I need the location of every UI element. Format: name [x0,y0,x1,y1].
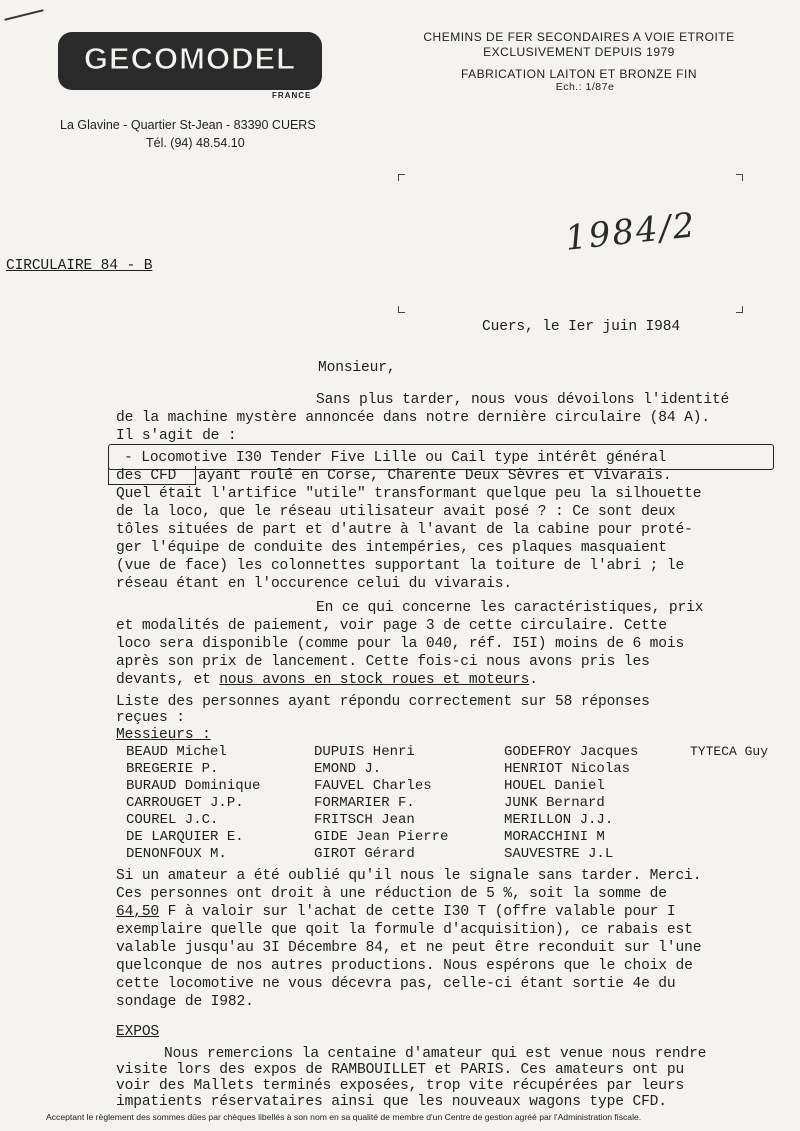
list-intro-line1: Liste des personnes ayant répondu correctement sur 58 réponses [116,694,650,710]
list-item: GIDE Jean Pierre [314,829,449,845]
list-item: DUPUIS Henri [314,744,415,760]
list-item: JUNK Bernard [504,795,605,811]
list-item: MERILLON J.J. [504,812,614,828]
list-item: FAUVEL Charles [314,778,432,794]
list-item: BURAUD Dominique [126,778,261,794]
expos-line2: visite lors des expos de RAMBOUILLET et PARIS. Ces amateurs ont pu [116,1062,685,1078]
company-logo [58,32,322,90]
para2-line6: ger l'équipe de conduite des intempéries, ces plaques masquaient [116,540,667,556]
list-item: MORACCHINI M [504,829,605,845]
para2-line7: (vue de face) les colonnettes supportant la toiture de l'abri ; le [116,558,685,574]
para2-line8: réseau étant en l'occurence celui du vivarais. [116,576,512,592]
list-item: CARROUGET J.P. [126,795,244,811]
list-item: DE LARQUIER E. [126,829,244,845]
para3-line4: après son prix de lancement. Cette fois-ci nous avons pris les [116,654,650,670]
list-item: BEAUD Michel [126,744,227,760]
tagline-4: Ech.: 1/87e [555,81,615,93]
para4-line7: cette locomotive ne vous décevra pas, celle-ci étant sortie 4e du [116,976,676,992]
pen-mark [4,9,43,21]
list-item: BREGERIE P. [126,761,219,777]
list-item: COUREL J.C. [126,812,219,828]
footer-note: Acceptant le règlement des sommes dûes par chèques libellés à son nom en sa qualité de membre d'un Centre de gestion agréé par l'Administration fiscale. [46,1112,642,1122]
para1-line2: de la machine mystère annoncée dans notre dernière circulaire (84 A). [116,410,710,426]
date-line: Cuers, le Ier juin I984 [482,319,680,335]
list-heading: Messieurs : [116,727,211,743]
para1-line3: Il s'agit de : [116,428,237,444]
para3-line1: En ce qui concerne les caractéristiques, prix [316,600,704,616]
list-intro-line2: reçues : [116,710,185,726]
tagline-2: EXCLUSIVEMENT DEPUIS 1979 [483,45,675,59]
window-corner-br [736,306,743,313]
list-item: SAUVESTRE J.L [504,846,614,862]
expos-line1: Nous remercions la centaine d'amateur qui est venue nous rendre [164,1046,707,1062]
salutation: Monsieur, [318,360,396,376]
para2-line2b: ayant roulé en Corse, Charente Deux Sèvres et Vivarais. [198,468,672,484]
para3-line3: loco sera disponible (comme pour la 040, réf. I5I) moins de 6 mois [116,636,685,652]
para3-stock-note: nous avons en stock roues et moteurs [219,672,530,688]
para2-line2a: des CFD [116,468,177,484]
para4-line1: Si un amateur a été oublié qu'il nous le signale sans tarder. Merci. [116,868,702,884]
company-phone: Tél. (94) 48.54.10 [146,136,245,150]
para2-line5: tôles situées de part et d'autre à l'avant de la cabine pour proté- [116,522,693,538]
para2-line1: - Locomotive I30 Tender Five Lille ou Cail type intérêt général [124,450,667,466]
list-item: HENRIOT Nicolas [504,761,631,777]
para4-line8: sondage de I982. [116,994,254,1010]
list-item: FRITSCH Jean [314,812,415,828]
para1-line1: Sans plus tarder, nous vous dévoilons l'identité [316,392,730,408]
para2-line3: Quel était l'artifice "utile" transformant quelque peu la silhouette [116,486,702,502]
para3-line5c: . [529,672,538,688]
company-address: La Glavine - Quartier St-Jean - 83390 CUERS [60,118,316,132]
para3-line5a: devants, et [116,672,220,688]
para2-line4: de la loco, que le réseau utilisateur avait posé ? : Ce sont deux [116,504,676,520]
list-item: HOUEL Daniel [504,778,605,794]
para4-line3b: F à valoir sur l'achat de cette I30 T (offre valable pour I [159,904,676,920]
logo-text: GECOMODEL [83,41,297,76]
list-item: DENONFOUX M. [126,846,227,862]
list-item: FORMARIER F. [314,795,415,811]
window-corner-tl [398,174,405,181]
expos-line3: voir des Mallets terminés exposées, trop vite récupérées par leurs [116,1078,685,1094]
para4-line2: Ces personnes ont droit à une réduction de 5 %, soit la somme de [116,886,667,902]
list-item: GODEFROY Jacques [504,744,639,760]
tagline-3: FABRICATION LAITON ET BRONZE FIN [460,67,698,81]
tagline-1: CHEMINS DE FER SECONDAIRES A VOIE ETROITE [423,30,735,44]
window-corner-tr [736,174,743,181]
logo-country: FRANCE [272,91,312,100]
para4-line4: exemplaire quelle que qoit la formule d'acquisition), ce rabais est [116,922,693,938]
list-item: EMOND J. [314,761,382,777]
para4-line5: valable jusqu'au 3I Décembre 84, et ne peut être reconduit sur l'une [116,940,702,956]
list-item: GIROT Gérard [314,846,415,862]
para3-line2: et modalités de paiement, voir page 3 de cette circulaire. Cette [116,618,667,634]
expos-heading: EXPOS [116,1024,160,1040]
para4-line6: quelconque de nos autres productions. Nous espérons que le choix de [116,958,693,974]
para3-line5 [116,672,538,688]
window-corner-bl [398,306,405,313]
discount-amount: 64,50 [116,904,160,920]
list-item: TYTECA Guy [690,744,769,759]
circular-reference: CIRCULAIRE 84 - B [6,258,153,274]
para4-line3 [116,904,676,920]
handwritten-reference: 1984/2 [563,205,699,259]
expos-line4: impatients réservataires ainsi que les nouveaux wagons type CFD. [116,1094,667,1110]
